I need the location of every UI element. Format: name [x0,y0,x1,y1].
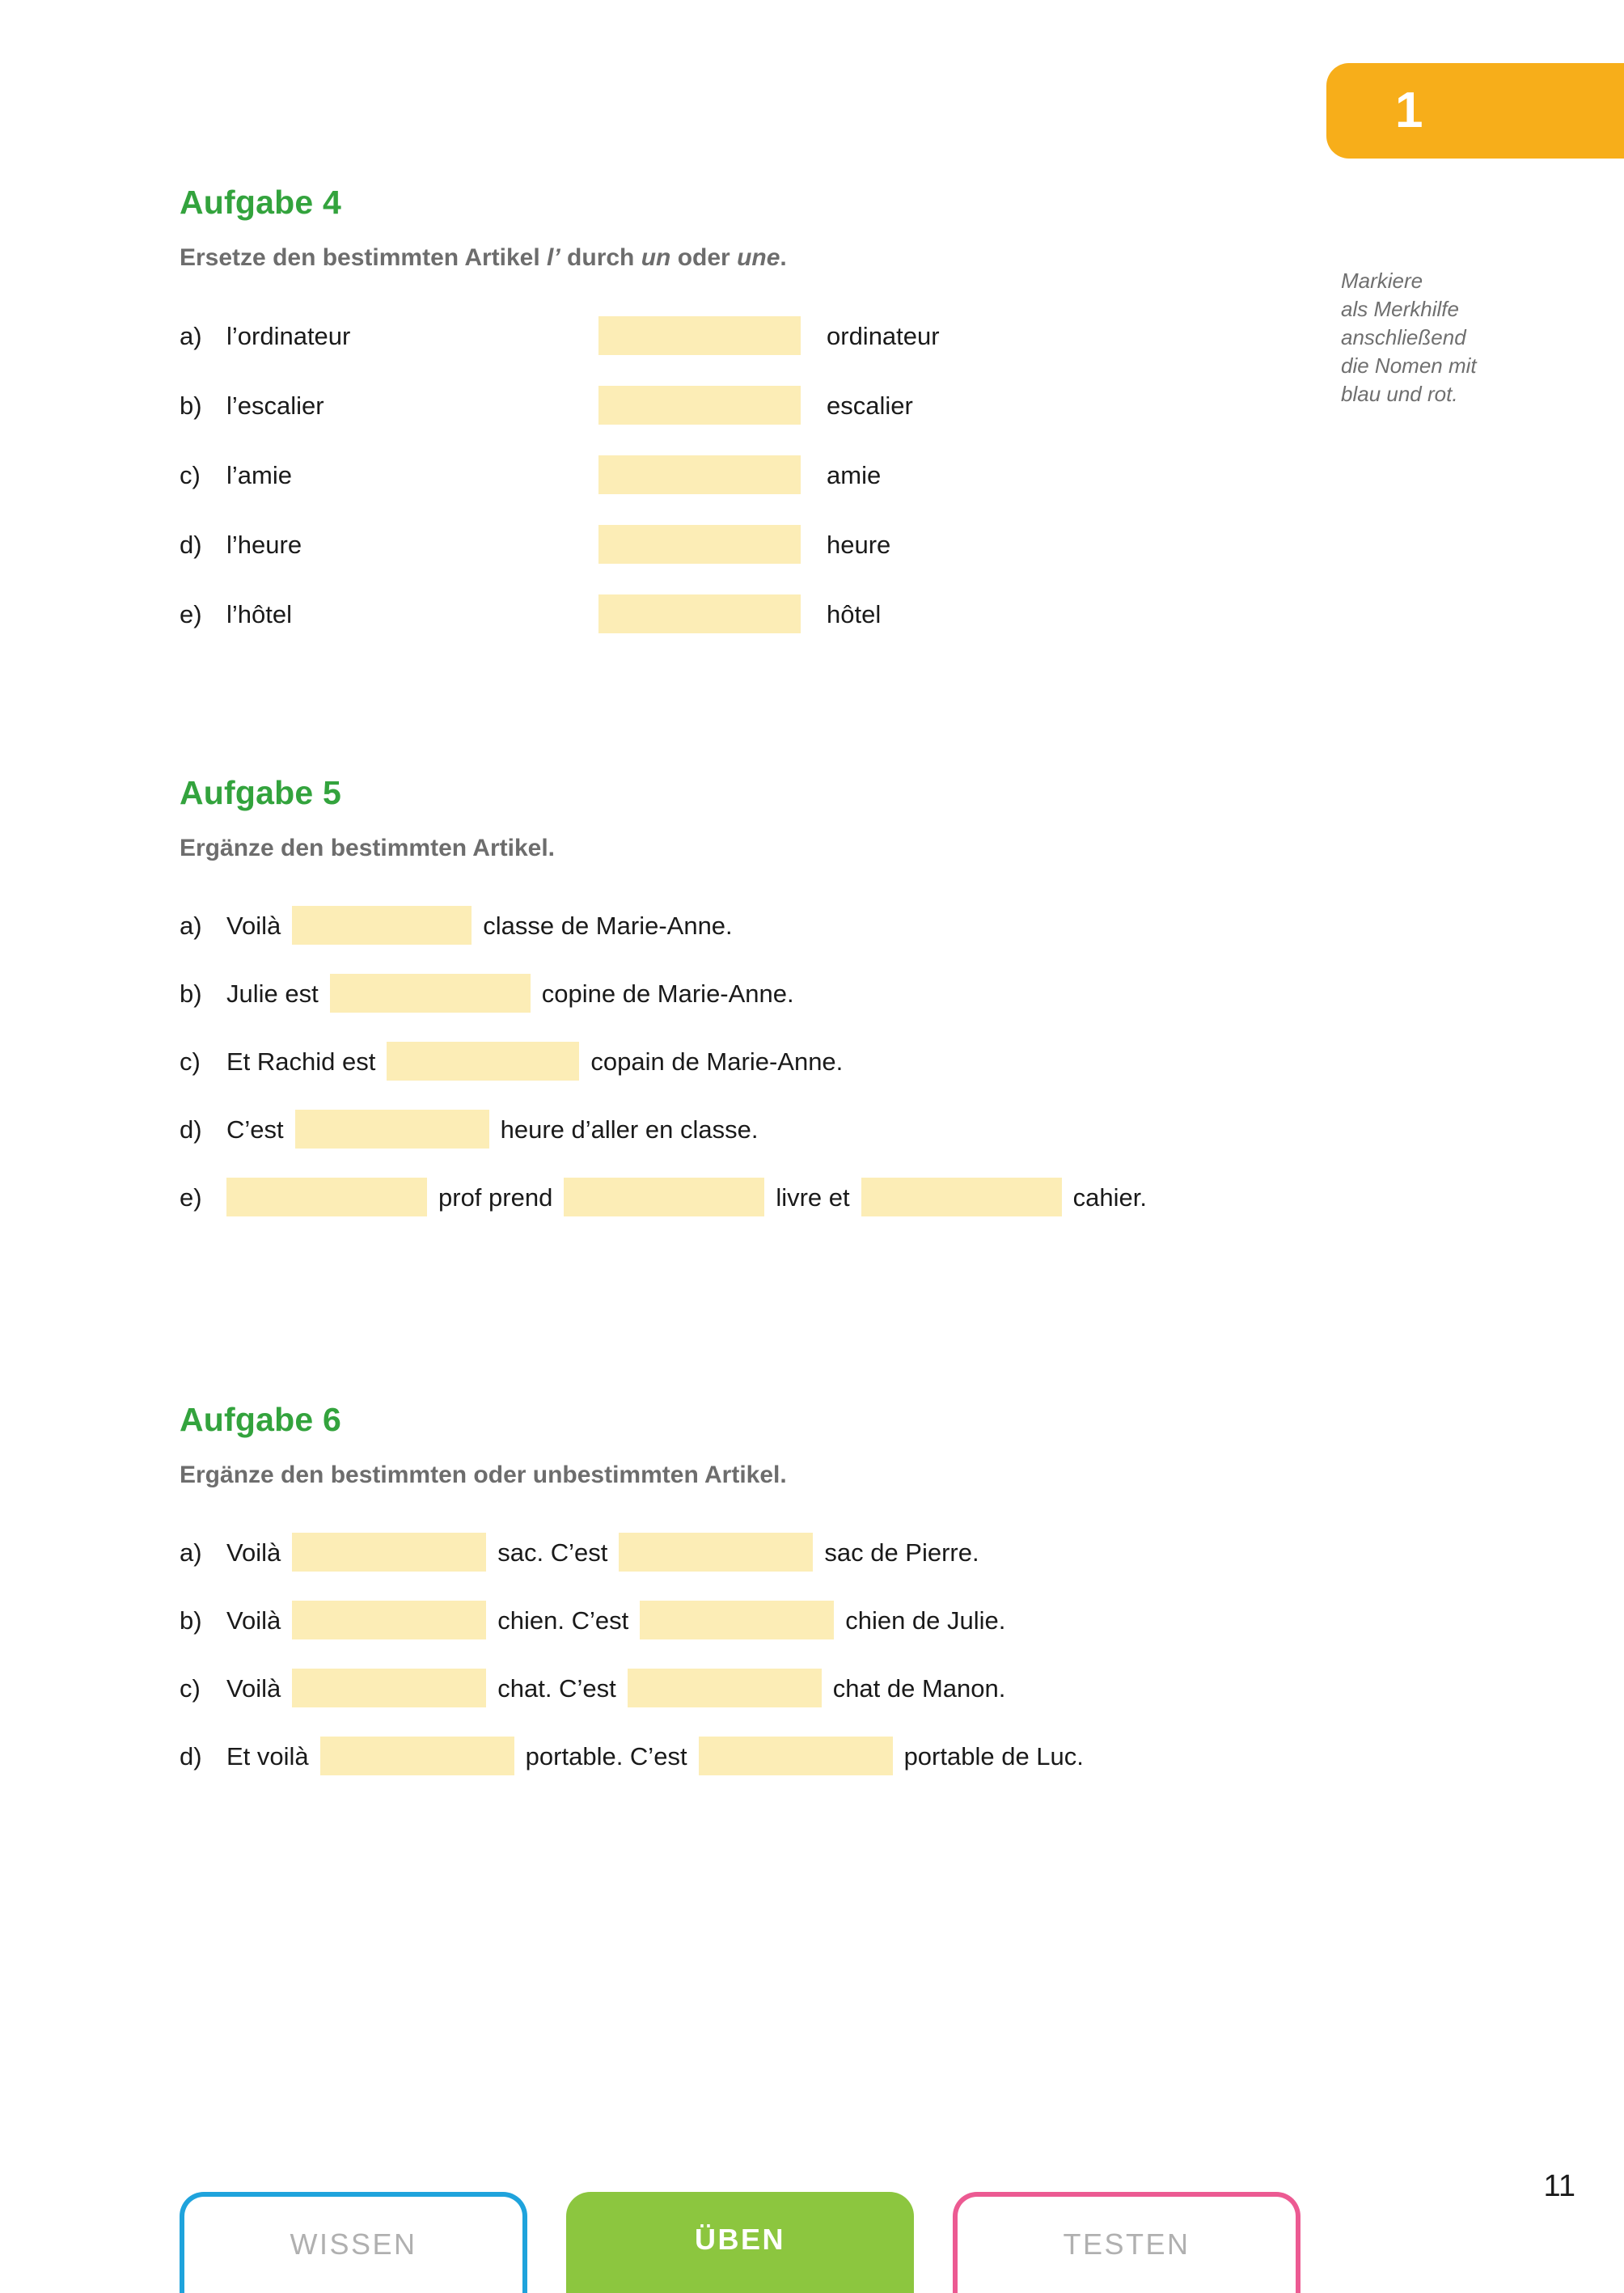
answer-blank[interactable] [598,455,801,494]
side-note-line: anschließend [1341,325,1466,349]
instruction-text: oder [670,244,738,271]
answer-blank[interactable] [320,1737,514,1775]
side-note [1341,267,1600,408]
exercise-heading: Aufgabe 5 [180,774,341,811]
chapter-tab [1326,63,1624,159]
item-label: b) [180,979,202,1008]
bottom-tab-testen[interactable] [953,2192,1300,2293]
answer-blank[interactable] [861,1178,1062,1216]
item-label: a) [180,1538,202,1567]
answer-blank[interactable] [598,594,801,633]
exercise-heading: Aufgabe 4 [180,184,341,221]
exercise-item [180,891,1296,959]
chapter-number: 1 [1395,82,1423,138]
exercise-instruction [180,242,1296,273]
item-label: d) [180,1741,202,1771]
item-text: Et voilà [226,1741,309,1771]
exercise-heading: Aufgabe 6 [180,1401,341,1438]
instruction-text: . [780,244,787,271]
answer-blank[interactable] [387,1042,579,1081]
page-number: 11 [1543,2169,1575,2203]
bottom-tab-ueben[interactable] [566,2192,914,2293]
item-text: copine de Marie-Anne. [541,979,794,1008]
item-text: sac de Pierre. [824,1538,979,1567]
exercise-item [180,440,1296,510]
item-text: Et Rachid est [226,1047,376,1076]
exercise-item [180,1654,1296,1722]
answer-blank[interactable] [628,1669,822,1707]
exercise-item-list [180,1518,1296,1790]
bottom-tab-label: ÜBEN [694,2223,785,2256]
item-answer-word: escalier [827,391,913,420]
exercise-aufgabe-6 [180,1403,1296,1790]
answer-blank[interactable] [564,1178,764,1216]
answer-blank[interactable] [598,316,801,355]
item-label: c) [180,460,201,489]
item-text: chien. C’est [497,1606,629,1635]
item-label: b) [180,1606,202,1635]
item-text: portable de Luc. [903,1741,1084,1771]
exercise-item [180,1163,1296,1231]
item-text: Julie est [226,979,319,1008]
answer-blank[interactable] [292,1669,486,1707]
item-label: c) [180,1047,201,1076]
exercise-item [180,510,1296,579]
item-label: d) [180,530,202,559]
answer-blank[interactable] [699,1737,893,1775]
instruction-text: Ersetze den bestimmten Artikel [180,244,548,271]
item-label: e) [180,1182,202,1212]
item-text: Voilà [226,1606,281,1635]
bottom-tab-label: WISSEN [290,2227,417,2261]
answer-blank[interactable] [598,386,801,425]
bottom-tab-label: TESTEN [1063,2227,1191,2261]
item-text: sac. C’est [497,1538,608,1567]
item-answer-word: ordinateur [827,321,940,350]
exercise-item [180,301,1296,370]
answer-blank[interactable] [295,1110,489,1149]
exercise-aufgabe-5 [180,776,1296,1231]
item-term: l’amie [226,460,292,489]
item-term: l’escalier [226,391,324,420]
item-text: copain de Marie-Anne. [590,1047,844,1076]
exercise-instruction [180,832,1296,864]
exercise-item [180,579,1296,649]
item-text: classe de Marie-Anne. [483,911,733,940]
answer-blank[interactable] [619,1533,813,1572]
answer-blank[interactable] [330,974,531,1013]
item-text: C’est [226,1115,284,1144]
item-text: Voilà [226,1538,281,1567]
answer-blank[interactable] [292,1601,486,1639]
item-label: c) [180,1673,201,1703]
exercise-item [180,959,1296,1027]
item-answer-word: amie [827,460,882,489]
exercise-item [180,1095,1296,1163]
instruction-text: Ergänze den bestimmten Artikel. [180,835,556,861]
instruction-text: durch [560,244,641,271]
item-text: portable. C’est [525,1741,687,1771]
exercise-item [180,1586,1296,1654]
side-note-line: die Nomen mit [1341,353,1477,378]
item-label: a) [180,321,202,350]
item-text: cahier. [1072,1182,1147,1212]
item-label: a) [180,911,202,940]
side-note-line: als Merkhilfe [1341,297,1459,321]
item-text: prof prend [438,1182,553,1212]
exercise-item-list [180,891,1296,1231]
exercise-item [180,1518,1296,1586]
bottom-tab-wissen[interactable] [180,2192,527,2293]
side-note-line: Markiere [1341,269,1423,293]
item-label: b) [180,391,202,420]
exercise-item [180,370,1296,440]
instruction-emphasis: l’ [547,244,560,271]
item-text: livre et [776,1182,850,1212]
item-answer-word: heure [827,530,891,559]
exercise-item-list [180,301,1296,649]
answer-blank[interactable] [598,525,801,564]
item-text: Voilà [226,1673,281,1703]
item-answer-word: hôtel [827,599,882,628]
item-term: l’ordinateur [226,321,351,350]
item-label: d) [180,1115,202,1144]
answer-blank[interactable] [640,1601,834,1639]
item-text: chat. C’est [497,1673,616,1703]
exercise-item [180,1722,1296,1790]
item-text: heure d’aller en classe. [500,1115,759,1144]
side-note-line: blau und rot. [1341,382,1458,406]
bottom-tab-bar [180,2192,1312,2293]
exercise-aufgabe-4 [180,186,1296,649]
item-text: chat de Manon. [832,1673,1006,1703]
item-text: chien de Julie. [845,1606,1006,1635]
answer-blank[interactable] [292,906,472,945]
instruction-text: Ergänze den bestimmten oder unbestimmten Artikel. [180,1462,787,1488]
answer-blank[interactable] [292,1533,486,1572]
exercise-item [180,1027,1296,1095]
instruction-emphasis: un [641,244,671,271]
item-term: l’hôtel [226,599,292,628]
answer-blank[interactable] [226,1178,427,1216]
exercise-instruction [180,1459,1296,1491]
item-text: Voilà [226,911,281,940]
instruction-emphasis: une [737,244,780,271]
item-label: e) [180,599,202,628]
item-term: l’heure [226,530,302,559]
